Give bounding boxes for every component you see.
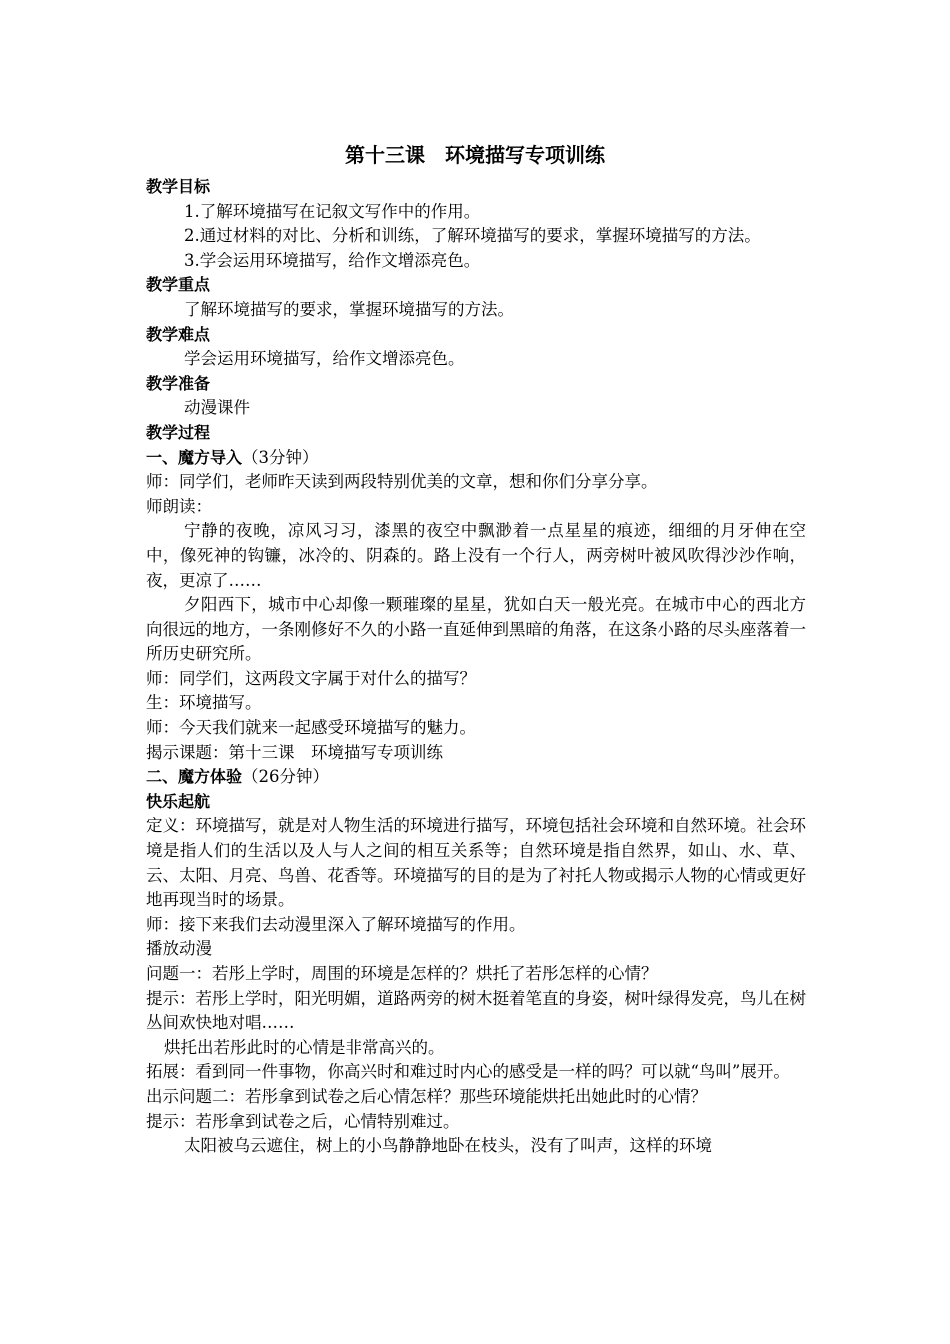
part2-time: （26分钟） [242, 767, 330, 787]
preparation-heading: 教学准备 [146, 373, 211, 393]
dialogue-line: 师朗读： [146, 496, 212, 516]
part2-heading [146, 765, 806, 790]
document-body [146, 175, 806, 1159]
dialogue-line: 师：接下来我们去动漫里深入了解环境描写的作用。 [146, 914, 526, 934]
topic-reveal: 揭示课题：第十三课 环境描写专项训练 [146, 742, 443, 762]
difficulties-heading: 教学难点 [146, 324, 211, 344]
dialogue-line: 师：同学们，这两段文字属于对什么的描写？ [146, 668, 476, 688]
dialogue-line: 师：今天我们就来一起感受环境描写的魅力。 [146, 718, 476, 738]
objective-item: 1.了解环境描写在记叙文写作中的作用。 [184, 201, 481, 221]
reading-passage: 太阳被乌云遮住，树上的小鸟静静地卧在枝头，没有了叫声，这样的环境 [184, 1136, 712, 1156]
objective-item: 2.通过材料的对比、分析和训练，了解环境描写的要求，掌握环境描写的方法。 [184, 226, 761, 246]
reading-passage: 宁静的夜晚，凉风习习，漆黑的夜空中飘渺着一点星星的痕迹，细细的月牙伸在空中，像死神的钩镰，冰冷的、阴森的。路上没有一个行人，两旁树叶被风吹得沙沙作响，夜，更凉了…… [146, 521, 806, 590]
page-title: 第十三课 环境描写专项训练 [345, 143, 605, 167]
reading-passage: 夕阳西下，城市中心却像一颗璀璨的星星，犹如白天一般光亮。在城市中心的西北方向很远的地方，一条刚修好不久的小路一直延伸到黑暗的角落，在这条小路的尽头座落着一所历史研究所。 [146, 595, 806, 664]
part2-subheading: 快乐起航 [146, 791, 211, 811]
objective-item: 3.学会运用环境描写，给作文增添亮色。 [184, 250, 481, 270]
hint-line: 提示：若彤拿到试卷之后，心情特别难过。 [146, 1111, 460, 1131]
objectives-heading: 教学目标 [146, 177, 211, 196]
key-points-text: 了解环境描写的要求，掌握环境描写的方法。 [184, 299, 514, 319]
part1-heading [146, 446, 806, 471]
mood-line: 烘托出若彤此时的心情是非常高兴的。 [164, 1037, 445, 1057]
dialogue-line: 师：同学们，老师昨天读到两段特别优美的文章，想和你们分享分享。 [146, 472, 658, 492]
question-line: 问题一：若彤上学时，周围的环境是怎样的？烘托了若彤怎样的心情？ [146, 964, 658, 983]
process-heading: 教学过程 [146, 422, 211, 442]
dialogue-line: 生：环境描写。 [146, 693, 262, 713]
difficulties-text: 学会运用环境描写，给作文增添亮色。 [184, 349, 465, 369]
hint-paragraph: 提示：若彤上学时，阳光明媚，道路两旁的树木挺着笔直的身姿，树叶绿得发亮，鸟儿在树丛间欢快地对唱…… [146, 988, 806, 1033]
part1-time: （3分钟） [242, 447, 319, 467]
part2-label: 二、魔方体验 [146, 767, 243, 787]
question-line: 出示问题二：若彤拿到试卷之后心情怎样？那些环境能烘托出她此时的心情？ [146, 1086, 707, 1106]
part1-label: 一、魔方导入 [146, 447, 243, 467]
preparation-text: 动漫课件 [184, 398, 250, 418]
definition-paragraph: 定义：环境描写，就是对人物生活的环境进行描写，环境包括社会环境和自然环境。社会环境是指人们的生活以及人与人之间的相互关系等；自然环境是指自然界，如山、水、草、云、太阳、月亮、鸟兽、花香等。环境描写的目的是为了衬托人物或揭示人物的心情或更好地再现当时的场景。 [146, 816, 806, 910]
extension-paragraph: 拓展：看到同一件事物，你高兴时和难过时内心的感受是一样的吗？可以就“鸟叫”展开。 [146, 1062, 790, 1082]
key-points-heading: 教学重点 [146, 275, 211, 295]
dialogue-line: 播放动漫 [146, 939, 212, 959]
